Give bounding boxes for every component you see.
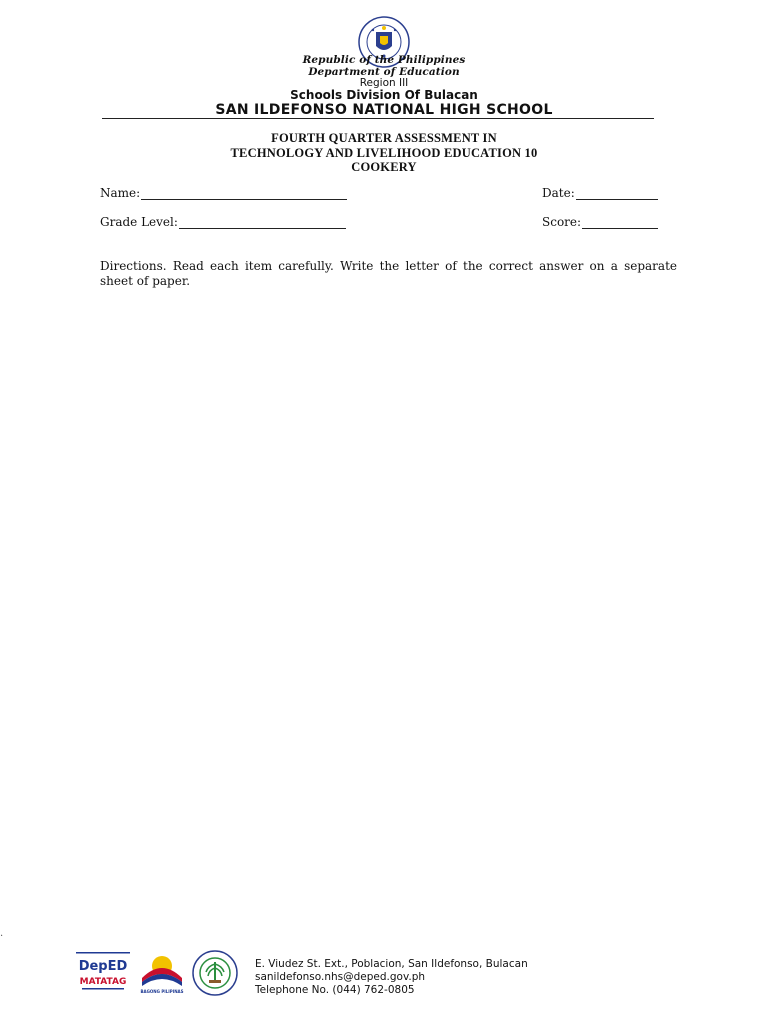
header-divider	[102, 118, 654, 119]
date-blank[interactable]	[576, 187, 658, 200]
footer-email[interactable]: sanildefonso.nhs@deped.gov.ph	[255, 971, 426, 983]
region-line: Region III	[359, 77, 409, 89]
grade-level-label: Grade Level:	[100, 215, 178, 229]
deped-matatag-logo-icon	[76, 950, 130, 994]
svg-text:MATATAG: MATATAG	[79, 977, 127, 987]
score-label: Score:	[542, 215, 582, 229]
footer-address: E. Viudez St. Ext., Poblacion, San Ildefonso, Bulacan	[255, 958, 528, 970]
score-blank[interactable]	[582, 216, 658, 229]
score-field[interactable]	[542, 215, 658, 229]
republic-line: Republic of the Philippines	[302, 54, 466, 66]
department-line: Department of Education	[308, 66, 460, 78]
assessment-title-line2: TECHNOLOGY AND LIVELIHOOD EDUCATION 10	[230, 146, 538, 160]
name-label: Name:	[100, 186, 141, 200]
svg-text:DepED: DepED	[78, 959, 128, 974]
stray-mark: .	[0, 928, 4, 939]
name-field[interactable]	[100, 186, 347, 200]
division-line: Schools Division Of Bulacan	[290, 88, 478, 102]
date-field[interactable]	[542, 186, 658, 200]
svg-text:BAGONG PILIPINAS: BAGONG PILIPINAS	[140, 989, 184, 994]
date-label: Date:	[542, 186, 575, 200]
grade-level-field[interactable]	[100, 215, 346, 229]
school-seal-icon	[192, 950, 238, 996]
assessment-title-line1: FOURTH QUARTER ASSESSMENT IN	[271, 131, 497, 145]
footer-telephone: Telephone No. (044) 762-0805	[255, 984, 415, 996]
bagong-pilipinas-logo-icon	[138, 948, 186, 994]
directions-text: Directions. Read each item carefully. Write the letter of the correct answer on a separate sheet of paper.	[100, 259, 677, 288]
name-blank[interactable]	[141, 187, 347, 200]
grade-level-blank[interactable]	[179, 216, 346, 229]
school-name: SAN ILDEFONSO NATIONAL HIGH SCHOOL	[215, 102, 553, 118]
assessment-title-line3: COOKERY	[351, 160, 417, 174]
